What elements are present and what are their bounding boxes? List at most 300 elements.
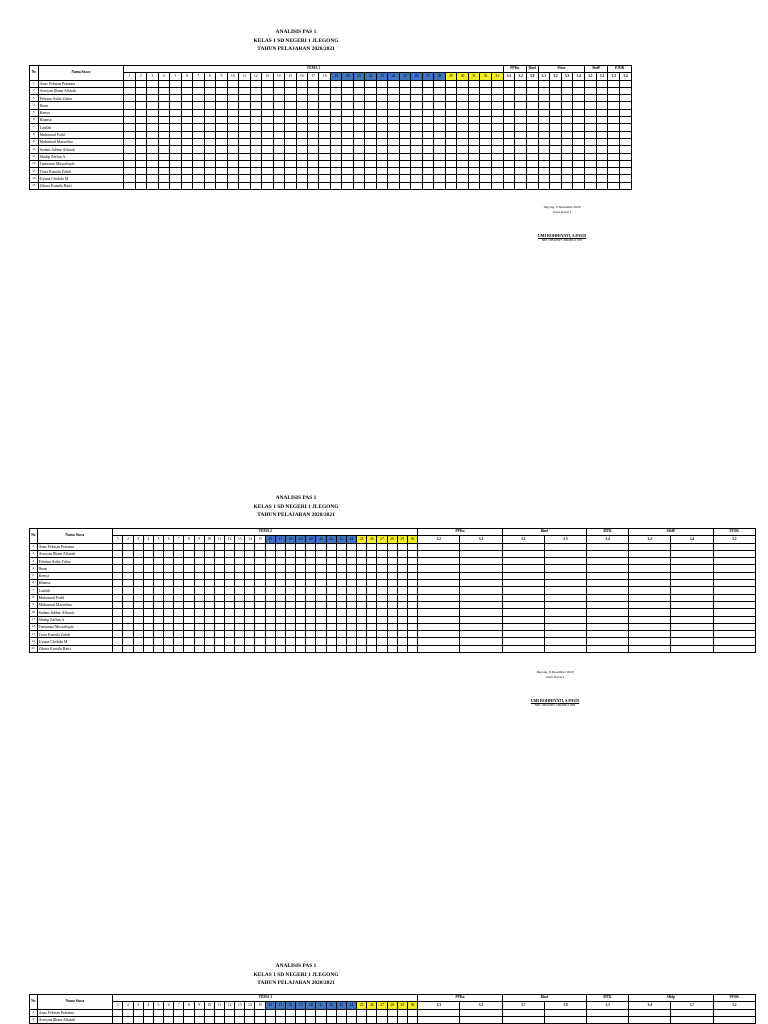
question-number: 29 [445, 73, 456, 80]
question-number: 18 [285, 536, 295, 543]
question-number: 14 [273, 73, 284, 80]
question-number: 25 [357, 536, 367, 543]
score-cell [713, 1009, 755, 1016]
row-number: 9 [30, 601, 38, 608]
question-number: 6 [181, 73, 192, 80]
student-row [30, 1009, 756, 1016]
answer-cell [407, 1016, 417, 1023]
header-row-2 [30, 1002, 756, 1009]
subject-header: PJOK [713, 529, 755, 536]
question-number: 11 [214, 1002, 224, 1009]
question-number: 19 [330, 73, 341, 80]
answer-cell [225, 1016, 235, 1023]
question-number: 3 [147, 73, 158, 80]
score-cell [502, 1009, 544, 1016]
row-number: 1 [30, 80, 39, 87]
header-row-1 [30, 995, 756, 1002]
question-number: 18 [319, 73, 330, 80]
student-row [30, 1016, 756, 1023]
question-number: 30 [457, 73, 468, 80]
title-line-3: TAHUN PELAJARAN 2020/2021 [257, 46, 335, 52]
subject-header: PPKn [418, 995, 502, 1002]
kd-number: 3.3 [561, 73, 573, 80]
kd-number: 3.7 [671, 1002, 713, 1009]
col-nama-header: Nama Siswa [37, 995, 113, 1010]
answer-cell [367, 1009, 377, 1016]
kd-number: 3.4 [573, 73, 585, 80]
row-number: 15 [30, 645, 38, 652]
question-number: 8 [184, 536, 194, 543]
answer-cell [316, 1009, 326, 1016]
row-number: 8 [30, 594, 38, 601]
question-number: 21 [316, 536, 326, 543]
student-name: Anas Febrian Pratama [37, 543, 113, 550]
answer-cell [377, 1016, 387, 1023]
subject-header: MTK [586, 529, 628, 536]
row-number: 10 [30, 609, 38, 616]
signature-nip: NIP 19810307 200486 2 005 [541, 238, 583, 242]
question-number: 1 [113, 1002, 123, 1009]
answer-cell [164, 1016, 174, 1023]
question-number: 19 [296, 536, 306, 543]
answer-cell [296, 1016, 306, 1023]
question-number: 18 [285, 1002, 295, 1009]
question-number: 23 [336, 1002, 346, 1009]
question-number: 15 [255, 1002, 265, 1009]
question-number: 20 [306, 1002, 316, 1009]
question-number: 20 [306, 536, 316, 543]
student-name: Muhamad Fadil [38, 131, 124, 138]
student-name: Ibran [38, 102, 124, 109]
signature-nip: NIP 19810307 200486 2 005 [534, 703, 576, 707]
row-number: 13 [30, 168, 39, 175]
subject-header: MTK [586, 995, 628, 1002]
row-number: 7 [30, 124, 39, 131]
question-number: 11 [239, 73, 250, 80]
question-number: 23 [376, 73, 387, 80]
answer-cell [153, 1016, 163, 1023]
answer-cell [407, 1009, 417, 1016]
student-name: Muhamad Marselino [38, 138, 124, 145]
kd-number: 3.4 [619, 73, 631, 80]
kd-number: 3.3 [460, 536, 502, 543]
score-cell [586, 1009, 628, 1016]
answer-cell [285, 1009, 295, 1016]
student-name: Tantsania Muwafiqoh [38, 160, 124, 167]
answer-cell [397, 1009, 407, 1016]
kd-number: 3.2 [596, 73, 608, 80]
subject-header: Bind [502, 529, 586, 536]
question-number: 6 [164, 1002, 174, 1009]
question-number: 4 [143, 536, 153, 543]
kd-number: 3.3 [544, 536, 586, 543]
subject-header: PJOK [713, 995, 755, 1002]
kd-number: 3.3 [418, 1002, 460, 1009]
question-number: 22 [365, 73, 376, 80]
answer-cell [225, 1009, 235, 1016]
subject-header: PPKn [503, 66, 526, 73]
subject-header: SbdP [585, 66, 608, 73]
student-name: Arroyan Ilham Alfatah [37, 550, 113, 557]
score-cell [460, 1016, 502, 1023]
answer-cell [113, 1016, 123, 1023]
answer-cell [194, 1016, 204, 1023]
question-number: 12 [225, 536, 235, 543]
answer-cell [326, 1016, 336, 1023]
question-number: 7 [174, 1002, 184, 1009]
row-number: 5 [30, 572, 38, 579]
kd-number: 3.3 [608, 73, 620, 80]
student-name: Anas Febrian Pratama [37, 1009, 113, 1016]
question-number: 10 [227, 73, 238, 80]
question-number: 27 [377, 1002, 387, 1009]
row-number: 6 [30, 117, 39, 124]
question-number: 29 [397, 536, 407, 543]
question-number: 3 [133, 536, 143, 543]
row-number: 10 [30, 146, 39, 153]
answer-cell [275, 1016, 285, 1023]
col-no-header: No [30, 66, 39, 81]
question-number: 30 [407, 536, 417, 543]
row-number: 3 [30, 95, 39, 102]
answer-cell [296, 1009, 306, 1016]
score-cell [713, 1016, 755, 1023]
answer-cell [235, 1009, 245, 1016]
answer-cell [113, 1009, 123, 1016]
question-number: 14 [245, 536, 255, 543]
question-number: 30 [407, 1002, 417, 1009]
question-number: 21 [316, 1002, 326, 1009]
kd-number: 3.2 [713, 536, 755, 543]
question-number: 24 [388, 73, 399, 80]
kd-number: 3.4 [586, 536, 628, 543]
question-number: 5 [153, 536, 163, 543]
score-cell [460, 1009, 502, 1016]
question-number: 28 [434, 73, 445, 80]
answer-cell [306, 1016, 316, 1023]
question-number: 16 [265, 1002, 275, 1009]
kd-number: 3.2 [502, 536, 544, 543]
student-name: Muhamad Marselino [37, 601, 113, 608]
subject-header: SBdp [629, 995, 713, 1002]
answer-cell [214, 1016, 224, 1023]
student-name: Febrina Aulia Zahra [38, 95, 124, 102]
question-number: 22 [326, 536, 336, 543]
subject-header: Bind [502, 995, 586, 1002]
row-number: 4 [30, 102, 39, 109]
student-name: Uyuna Cholida M [37, 638, 113, 645]
kd-number: 3.1 [503, 73, 515, 80]
row-number: 3 [30, 558, 38, 565]
answer-cell [204, 1016, 214, 1023]
score-cell [629, 1009, 671, 1016]
title-line-2: KELAS 1 SD NEGERI 1 JLEGONG [253, 971, 339, 978]
title-line-1: ANALISIS PAS 1 [275, 29, 317, 35]
section-title [0, 962, 592, 988]
answer-cell [133, 1009, 143, 1016]
kd-number: 3.4 [671, 536, 713, 543]
student-name: Sadam Jabbar Alfarok [37, 609, 113, 616]
question-number: 11 [214, 536, 224, 543]
student-name: Muhamad Fadil [37, 594, 113, 601]
question-number: 24 [346, 1002, 356, 1009]
answer-cell [285, 1016, 295, 1023]
row-number: 15 [30, 182, 39, 189]
question-number: 4 [158, 73, 169, 80]
student-name: Latifah [38, 124, 124, 131]
row-number: 1 [30, 543, 38, 550]
question-number: 15 [285, 73, 296, 80]
student-name: Arroyan Ilham Alfatah [38, 87, 124, 94]
student-name: Khansa [37, 580, 113, 587]
answer-cell [357, 1016, 367, 1023]
question-number: 32 [480, 73, 491, 80]
question-number: 2 [123, 1002, 133, 1009]
answer-cell [194, 1009, 204, 1016]
kd-number: 3.2 [418, 536, 460, 543]
score-cell [502, 1016, 544, 1023]
student-name: Kenya [38, 109, 124, 116]
answer-cell [153, 1009, 163, 1016]
title-line-3: TAHUN PELAJARAN 2020/2021 [257, 512, 335, 518]
question-number: 12 [225, 1002, 235, 1009]
question-number: 14 [245, 1002, 255, 1009]
row-number: 5 [30, 109, 39, 116]
student-name: Uyuna Cholida M [38, 175, 124, 182]
answer-cell [346, 1016, 356, 1023]
student-name: Zihara Kamila Ratri [38, 182, 124, 189]
row-number: 2 [30, 87, 39, 94]
student-name: Tantsania Muwafiqoh [37, 623, 113, 630]
question-number: 25 [357, 1002, 367, 1009]
subject-header: PPKn [418, 529, 502, 536]
question-number: 17 [307, 73, 318, 80]
row-number: 2 [30, 1016, 38, 1023]
question-number: 27 [422, 73, 433, 80]
question-number: 5 [153, 1002, 163, 1009]
question-number: 10 [204, 536, 214, 543]
student-name: Latifah [37, 587, 113, 594]
question-number: 29 [397, 1002, 407, 1009]
student-name: Khansa [38, 117, 124, 124]
question-number: 13 [235, 536, 245, 543]
analysis-table [29, 994, 756, 1024]
answer-cell [326, 1009, 336, 1016]
title-line-3: TAHUN PELAJARAN 2020/2021 [257, 980, 335, 986]
row-number: 7 [30, 587, 38, 594]
answer-cell [265, 1016, 275, 1023]
student-name: Shidqi Zaffan A [37, 616, 113, 623]
row-number: 1 [30, 1009, 38, 1016]
question-number: 8 [184, 1002, 194, 1009]
kd-number: 3.2 [550, 73, 562, 80]
question-number: 9 [194, 536, 204, 543]
tema-header: TEMA 3 [113, 995, 418, 1002]
student-name: Zihara Kamila Ratri [37, 645, 113, 652]
question-number: 15 [255, 536, 265, 543]
question-number: 26 [367, 536, 377, 543]
student-name: Anas Febrian Pratama [38, 80, 124, 87]
question-number: 24 [346, 536, 356, 543]
row-number: 9 [30, 138, 39, 145]
student-name: Febrina Aulia Zahra [37, 558, 113, 565]
student-name: Tiara Kamila Zuhdi [37, 631, 113, 638]
answer-cell [316, 1016, 326, 1023]
question-number: 13 [235, 1002, 245, 1009]
question-number: 2 [135, 73, 146, 80]
kd-number: 3.2 [713, 1002, 755, 1009]
answer-cell [123, 1009, 133, 1016]
score-cell [544, 1009, 586, 1016]
tema-header: TEMA 1 [124, 66, 503, 73]
answer-cell [357, 1009, 367, 1016]
student-name: Tiara Kamila Zuhdi [38, 168, 124, 175]
question-number: 1 [124, 73, 135, 80]
question-number: 10 [204, 1002, 214, 1009]
row-number: 12 [30, 160, 39, 167]
question-number: 9 [216, 73, 227, 80]
answer-cell [245, 1016, 255, 1023]
answer-cell [164, 1009, 174, 1016]
answer-cell [275, 1009, 285, 1016]
score-cell [671, 1016, 713, 1023]
title-line-2: KELAS 1 SD NEGERI 1 JLEGONG [253, 503, 339, 510]
col-no-header: No [30, 995, 38, 1010]
signature-name: UMI ROHHIYATI, S.PAUD [530, 698, 580, 703]
question-number: 28 [387, 536, 397, 543]
answer-cell [184, 1016, 194, 1023]
question-number: 23 [336, 536, 346, 543]
kd-number: 3.9 [526, 73, 538, 80]
question-number: 27 [377, 536, 387, 543]
kd-number: 3.2 [515, 73, 527, 80]
title-line-1: ANALISIS PAS 1 [275, 963, 317, 969]
signature-role: Guru Kelas I [545, 675, 565, 679]
score-cell [418, 1016, 460, 1023]
answer-cell [133, 1016, 143, 1023]
question-number: 13 [262, 73, 273, 80]
answer-cell [397, 1016, 407, 1023]
kd-number: 3.1 [585, 73, 597, 80]
question-number: 28 [387, 1002, 397, 1009]
row-number: 13 [30, 631, 38, 638]
signature-name: UMI ROHHIYATI, S.PAUD [537, 233, 587, 238]
answer-cell [346, 1009, 356, 1016]
question-number: 6 [164, 536, 174, 543]
signature-place-date: Jlegong, 8 Desember 2020 [536, 670, 574, 674]
row-number: 6 [30, 580, 38, 587]
question-number: 2 [123, 536, 133, 543]
kd-number: 3.1 [538, 73, 550, 80]
question-number: 17 [275, 1002, 285, 1009]
score-cell [418, 1009, 460, 1016]
question-number: 8 [204, 73, 215, 80]
row-number: 12 [30, 623, 38, 630]
subject-header: SBdP [629, 529, 713, 536]
question-number: 7 [193, 73, 204, 80]
answer-cell [204, 1009, 214, 1016]
col-no-header: No [30, 529, 38, 544]
answer-cell [214, 1009, 224, 1016]
question-number: 22 [326, 1002, 336, 1009]
col-nama-header: Nama Siswa [38, 66, 124, 81]
question-number: 7 [174, 536, 184, 543]
score-cell [544, 1016, 586, 1023]
kd-number: 3.3 [586, 1002, 628, 1009]
kd-number: 3.4 [629, 1002, 671, 1009]
student-name: Shidqi Zaffan A [38, 153, 124, 160]
question-number: 26 [367, 1002, 377, 1009]
kd-number: 3.7 [502, 1002, 544, 1009]
kd-number: 3.2 [460, 1002, 502, 1009]
row-number: 2 [30, 550, 38, 557]
question-number: 16 [265, 536, 275, 543]
student-name: Sadam Jabbar Alfarok [38, 146, 124, 153]
row-number: 4 [30, 565, 38, 572]
row-number: 11 [30, 616, 38, 623]
col-nama-header: Nama Siswa [37, 529, 113, 544]
answer-cell [143, 1009, 153, 1016]
subject-header: PJOK [608, 66, 632, 73]
kd-number: 3.8 [544, 1002, 586, 1009]
question-number: 25 [399, 73, 410, 80]
answer-cell [367, 1016, 377, 1023]
question-number: 19 [296, 1002, 306, 1009]
answer-cell [306, 1009, 316, 1016]
score-cell [586, 1016, 628, 1023]
signature-role: Guru Kelas I [552, 210, 572, 214]
student-name: Kenya [37, 572, 113, 579]
question-number: 9 [194, 1002, 204, 1009]
question-number: 5 [170, 73, 181, 80]
answer-cell [336, 1009, 346, 1016]
title-line-2: KELAS 1 SD NEGERI 1 JLEGONG [253, 37, 339, 44]
question-number: 31 [468, 73, 479, 80]
row-number: 14 [30, 638, 38, 645]
score-cell [671, 1009, 713, 1016]
question-number: 12 [250, 73, 261, 80]
answer-cell [143, 1016, 153, 1023]
question-number: 17 [275, 536, 285, 543]
question-number: 1 [113, 536, 123, 543]
question-number: 3 [133, 1002, 143, 1009]
question-number: 16 [296, 73, 307, 80]
answer-cell [377, 1009, 387, 1016]
question-number: 26 [411, 73, 422, 80]
question-number: 20 [342, 73, 353, 80]
answer-cell [336, 1016, 346, 1023]
answer-cell [174, 1009, 184, 1016]
row-number: 14 [30, 175, 39, 182]
question-number: 21 [353, 73, 364, 80]
student-name: Arroyan Ilham Alfatah [37, 1016, 113, 1023]
question-number: 4 [143, 1002, 153, 1009]
tema-header: TEMA 2 [113, 529, 418, 536]
answer-cell [255, 1016, 265, 1023]
student-name: Ibran [37, 565, 113, 572]
answer-cell [387, 1016, 397, 1023]
answer-cell [174, 1016, 184, 1023]
subject-header: Bind [526, 66, 538, 73]
subject-header: Mate [538, 66, 585, 73]
title-line-1: ANALISIS PAS 1 [275, 495, 317, 501]
row-number: 11 [30, 153, 39, 160]
kd-number: 3.2 [629, 536, 671, 543]
answer-cell [255, 1009, 265, 1016]
answer-cell [235, 1016, 245, 1023]
question-number: 33 [491, 73, 503, 80]
score-cell [629, 1016, 671, 1023]
